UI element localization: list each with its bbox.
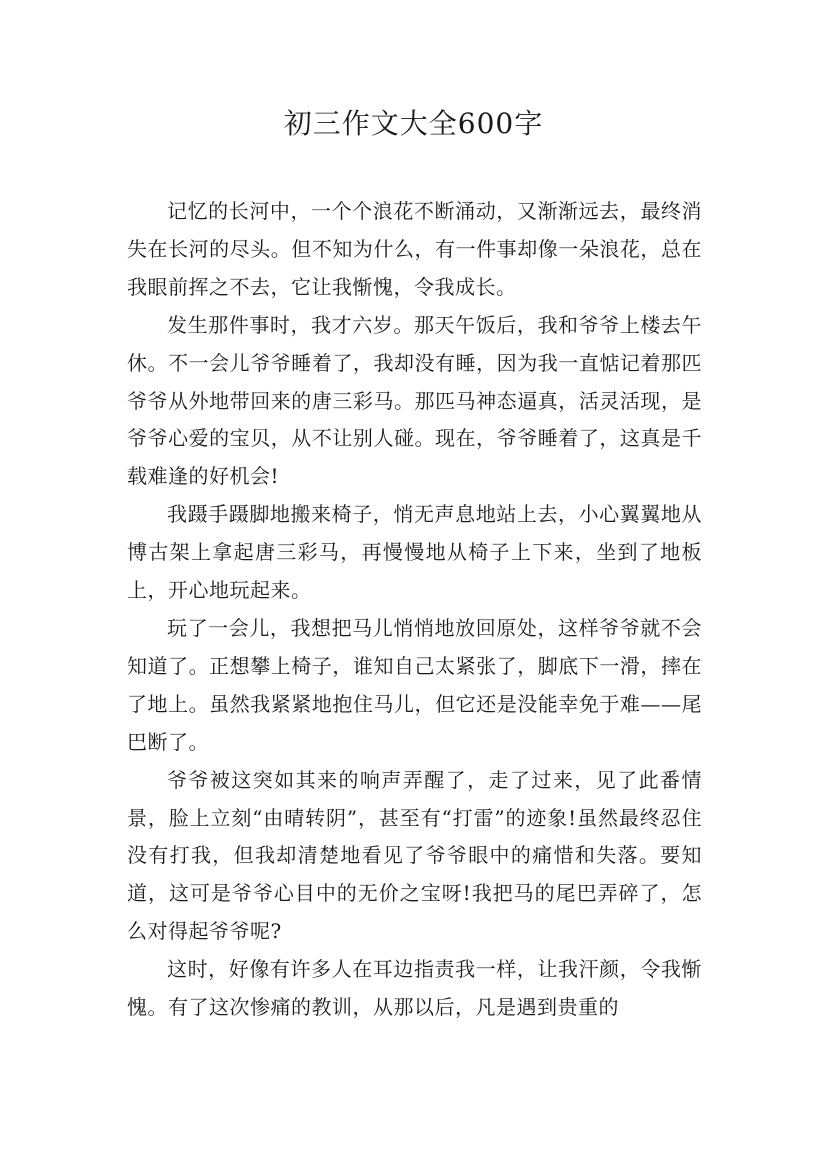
document-title: 初三作文大全600字 bbox=[283, 107, 544, 140]
paragraph-2: 发生那件事时，我才六岁。那天午饭后，我和爷爷上楼去午休。不一会儿爷爷睡着了，我却没有睡，因为我一直惦记着那匹爷爷从外地带回来的唐三彩马。那匹马神态逼真，活灵活现，是爷爷心爱的宝贝，从不让别人碰。现在，爷爷睡着了，这真是千载难逢的好机会! bbox=[127, 312, 702, 489]
paragraph-1: 记忆的长河中，一个个浪花不断涌动，又渐渐远去，最终消失在长河的尽头。但不知为什么，有一件事却像一朵浪花，总在我眼前挥之不去，它让我惭愧，令我成长。 bbox=[127, 199, 702, 299]
document-body bbox=[127, 193, 702, 1027]
paragraph-5: 爷爷被这突如其来的响声弄醒了，走了过来，见了此番情景，脸上立刻“由晴转阴”，甚至有“打雷”的迹象!虽然最终忍住没有打我，但我却清楚地看见了爷爷眼中的痛惜和失落。要知道，这可是爷爷心目中的无价之宝呀!我把马的尾巴弄碎了，怎么对得起爷爷呢? bbox=[127, 767, 702, 944]
paragraph-6: 这时，好像有许多人在耳边指责我一样，让我汗颜，令我惭愧。有了这次惨痛的教训，从那以后，凡是遇到贵重的 bbox=[127, 957, 702, 1020]
paragraph-3: 我蹑手蹑脚地搬来椅子，悄无声息地站上去，小心翼翼地从博古架上拿起唐三彩马，再慢慢地从椅子上下来，坐到了地板上，开心地玩起来。 bbox=[127, 502, 702, 603]
paragraph-4: 玩了一会儿，我想把马儿悄悄地放回原处，这样爷爷就不会知道了。正想攀上椅子，谁知自己太紧张了，脚底下一滑，摔在了地上。虽然我紧紧地抱住马儿，但它还是没能幸免于难——尾巴断了。 bbox=[127, 615, 702, 754]
